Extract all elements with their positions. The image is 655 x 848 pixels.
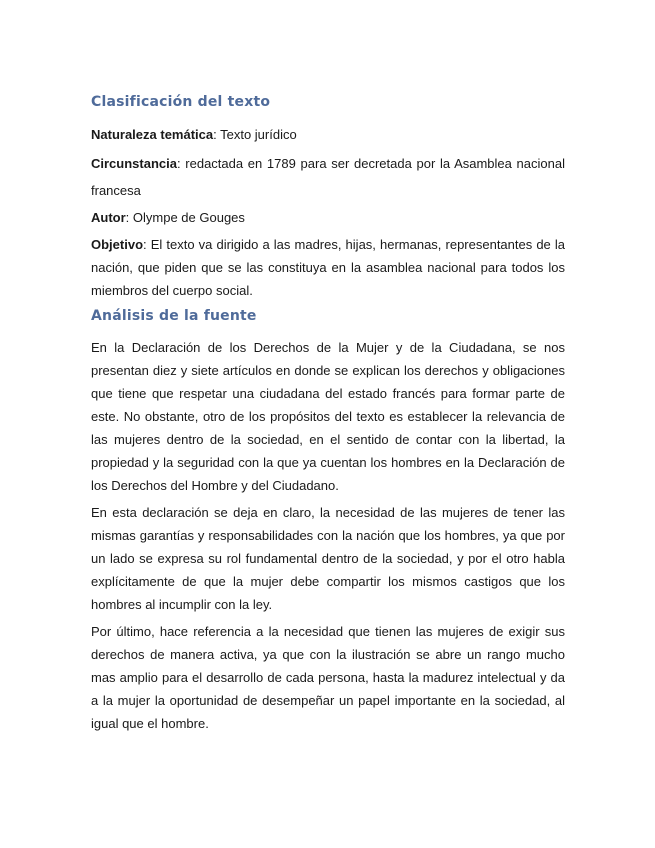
field-label: Autor [91, 210, 126, 225]
field-label: Circunstancia [91, 156, 177, 171]
field-label: Objetivo [91, 237, 144, 252]
field-circunstancia [91, 150, 565, 204]
field-value: : redactada en 1789 para ser decretada por la Asamblea nacional francesa [91, 156, 565, 198]
field-objetivo [91, 233, 565, 302]
analysis-paragraph: En la Declaración de los Derechos de la Mujer y de la Ciudadana, se nos presentan diez y siete artículos en donde se explican los derechos y obligaciones que tiene que respetar una ciudadana del estado francés para formar parte de este. No obstante, otro de los propósitos del texto es establecer la relevancia de las mujeres dentro de la sociedad, en el sentido de contar con la libertad, la propiedad y la seguridad con la que ya cuentan los hombres en la Declaración de los Derechos del Hombre y del Ciudadano. [91, 340, 565, 493]
field-autor [91, 206, 565, 229]
analysis-paragraph: En esta declaración se deja en claro, la necesidad de las mujeres de tener las mismas garantías y responsabilidades con la nación que los hombres, ya que por un lado se expresa su rol fundamental dentro de la sociedad, y por el otro habla explícitamente de que la mujer debe compartir los mismos castigos que los hombres al incumplir con la ley. [91, 505, 565, 612]
heading-analisis: Análisis de la fuente [91, 308, 257, 324]
field-value: : Olympe de Gouges [125, 210, 245, 225]
field-label: Naturaleza temática [91, 127, 214, 142]
field-naturaleza [91, 123, 565, 146]
heading-clasificacion: Clasificación del texto [91, 94, 271, 110]
field-value: : El texto va dirigido a las madres, hijas, hermanas, representantes de la nación, que piden que se las constituya en la asamblea nacional para todos los miembros del cuerpo social. [91, 237, 565, 298]
document-page [91, 92, 565, 739]
analysis-paragraph: Por último, hace referencia a la necesidad que tienen las mujeres de exigir sus derechos de manera activa, ya que con la ilustración se abre un rango mucho mas amplio para el desarrollo de cada persona, hasta la madurez intelectual y da a la mujer la oportunidad de desempeñar un papel importante en la sociedad, al igual que el hombre. [91, 624, 565, 731]
field-value: : Texto jurídico [213, 127, 297, 142]
